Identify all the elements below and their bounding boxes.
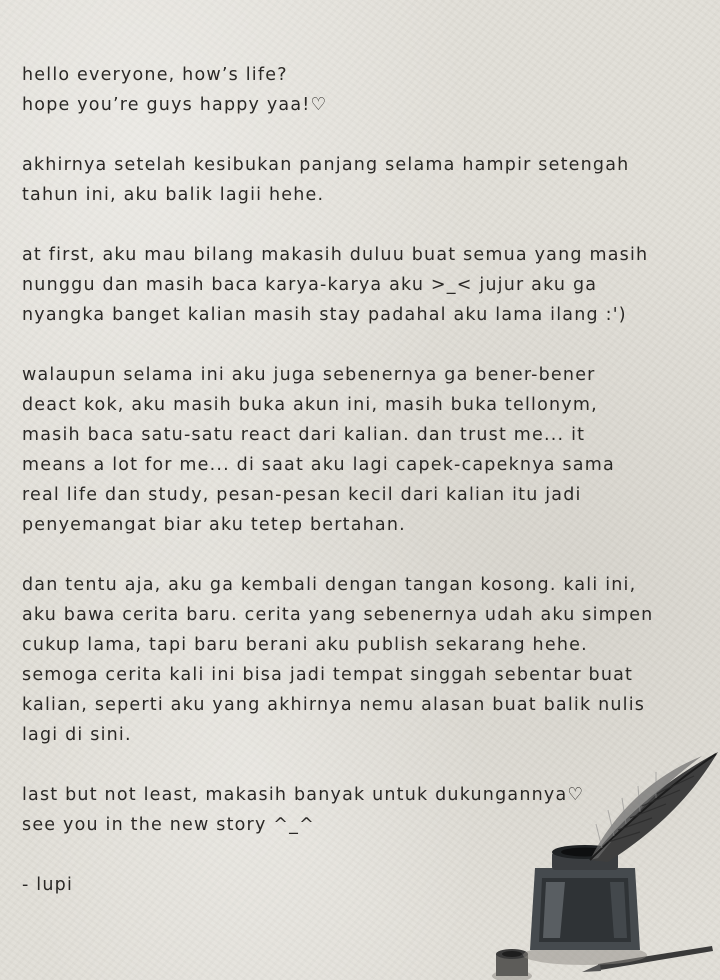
paragraph-line: akhirnya setelah kesibukan panjang selama hampir setengah [22, 155, 630, 175]
greeting-line: hello everyone, how’s life? [22, 65, 288, 85]
paragraph-line: real life dan study, pesan-pesan kecil dari kalian itu jadi [22, 485, 582, 505]
signature: - lupi [22, 875, 74, 895]
paragraph-line: nunggu dan masih baca karya-karya aku >_< jujur aku ga [22, 275, 598, 295]
paragraph-line: nyangka banget kalian masih stay padahal aku lama ilang :') [22, 305, 627, 325]
paragraph-line: masih baca satu-satu react dari kalian. dan trust me... it [22, 425, 586, 445]
closing-line: see you in the new story ^_^ [22, 815, 315, 835]
quill-and-inkwell-icon [490, 750, 720, 980]
paragraph-line: deact kok, aku masih buka akun ini, masih buka tellonym, [22, 395, 598, 415]
paragraph-line: tahun ini, aku balik lagii hehe. [22, 185, 325, 205]
paragraph-line: dan tentu aja, aku ga kembali dengan tangan kosong. kali ini, [22, 575, 637, 595]
paragraph-line: at first, aku mau bilang makasih duluu buat semua yang masih [22, 245, 649, 265]
paragraph-line: walaupun selama ini aku juga sebenernya ga bener-bener [22, 365, 596, 385]
paragraph-line: cukup lama, tapi baru berani aku publish sekarang hehe. [22, 635, 588, 655]
paragraph-line: kalian, seperti aku yang akhirnya nemu alasan buat balik nulis [22, 695, 646, 715]
inkwell-icon [523, 845, 647, 965]
paragraph-line: lagi di sini. [22, 725, 132, 745]
paragraph-line: semoga cerita kali ini bisa jadi tempat singgah sebentar buat [22, 665, 634, 685]
quill-feather-icon [590, 752, 718, 862]
paragraph-line: aku bawa cerita baru. cerita yang sebenernya udah aku simpen [22, 605, 654, 625]
closing-line: last but not least, makasih banyak untuk dukungannya♡ [22, 785, 585, 805]
paragraph-line: penyemangat biar aku tetep bertahan. [22, 515, 406, 535]
greeting-line: hope you’re guys happy yaa!♡ [22, 95, 328, 115]
paragraph-line: means a lot for me... di saat aku lagi capek-capeknya sama [22, 455, 615, 475]
